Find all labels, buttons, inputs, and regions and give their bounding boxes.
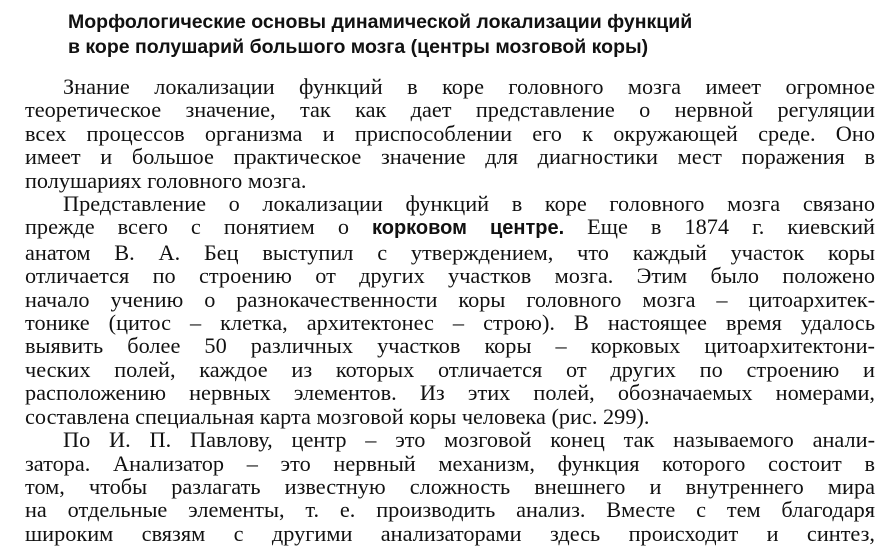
text-line: том, чтобы разлагать известную сложность внешнего и внутреннего мира (25, 473, 875, 499)
key-term: корковом центре. (372, 217, 565, 240)
text-line: тонике (цитос – клетка, архитектонес – строю). В настоящее время удалось (25, 310, 875, 336)
text-line: составлена специальная карта мозговой коры человека (рис. 299). (25, 403, 650, 429)
text-line: анатом В. А. Бец выступил с утверждением, что каждый участок коры (25, 239, 875, 265)
text-line: расположению нервных элементов. Из этих полей, обозначаемых номерами, (25, 380, 875, 406)
text-line: ческих полей, каждое из которых отличается от других по строению и (25, 356, 875, 382)
text-line: на отдельные элементы, т. е. производить анализ. Вместе с тем благодаря (25, 497, 875, 523)
text-line: имеет и большое практическое значение для диагностики мест поражения в (25, 144, 875, 170)
text-line: теоретическое значение, так как дает представление о нервной регуляции (25, 97, 875, 123)
text-line: отличается по строению от других участков мозга. Этим было положено (25, 263, 875, 289)
text-line: Представление о локализации функций в коре головного мозга связано (63, 191, 875, 217)
paragraph-3 (25, 428, 875, 545)
heading-line-2: в коре полушарий большого мозга (центры мозговой коры) (68, 36, 649, 58)
text-line: Знание локализации функций в коре головного мозга имеет огромное (63, 74, 875, 99)
section-heading (68, 10, 692, 60)
text-line: начало учению о разнокачественности коры головного мозга – цитоархитек- (25, 286, 875, 312)
text-line: По И. П. Павлову, центр – это мозговой конец так называемого анали- (63, 427, 875, 453)
text-line-with-term (25, 215, 875, 240)
paragraph-2 (25, 192, 875, 428)
text-line: всех процессов организма и приспособлении его к окружающей среде. Оно (25, 120, 875, 146)
paragraph-1 (25, 75, 875, 192)
heading-line-1: Морфологические основы динамической локализации функций (68, 11, 693, 33)
text-segment: Еще в 1874 г. киевский (564, 214, 875, 240)
text-line: полушариях головного мозга. (25, 167, 307, 193)
body-text (25, 75, 875, 545)
text-line: выявить более 50 различных участков коры – корковых цитоархитектони- (25, 333, 875, 359)
text-line: широким связям с другими анализаторами здесь происходит и синтез, (25, 520, 875, 546)
text-line: затора. Анализатор – это нервный механизм, функция которого состоит в (25, 450, 875, 476)
text-segment: прежде всего с понятием о (25, 214, 372, 240)
